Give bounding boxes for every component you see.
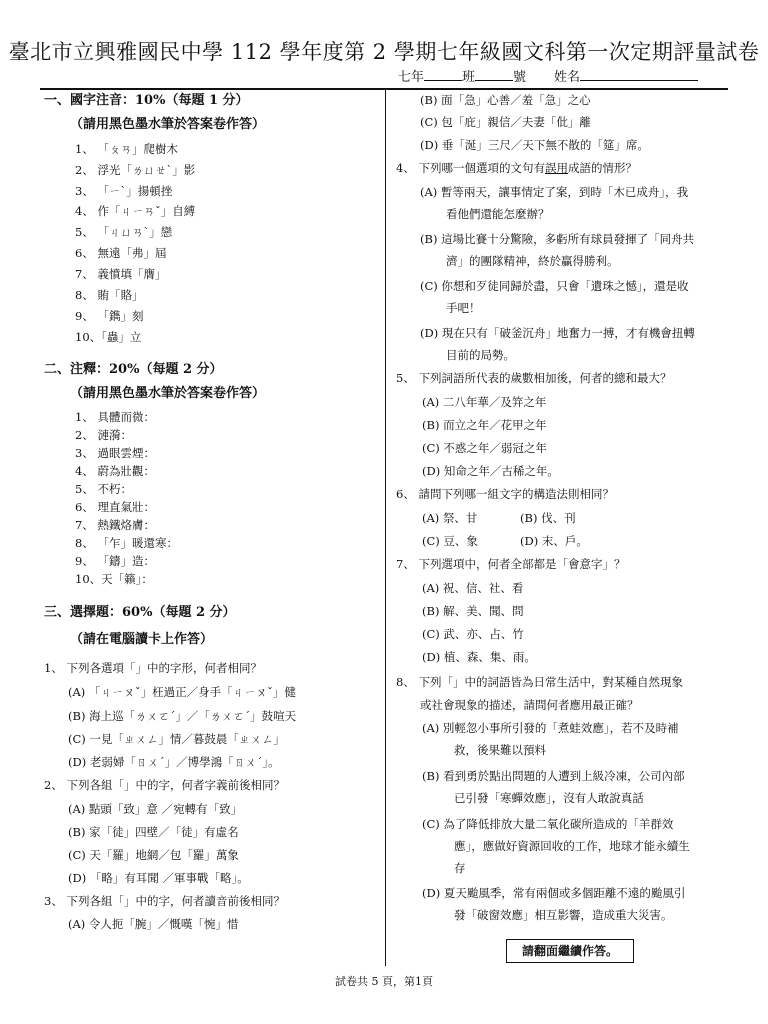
section3-heading: 三、選擇題：60%（每題 2 分） [44, 605, 236, 620]
name-label: 姓名 [554, 70, 581, 85]
option: (D) 垂「涎」三尺／天下無不散的「筵」席。 [420, 138, 649, 152]
option: (D) 夏天颱風季，常有兩個或多個距離不遠的颱風引 [422, 886, 686, 900]
question: 3、 下列各組「」中的字，何者讀音前後相同？ [44, 894, 285, 908]
option-cont: 救，後果難以預料 [454, 743, 546, 757]
grade-blank[interactable] [424, 69, 462, 81]
question: 2、 下列各組「」中的字，何者字義前後相同？ [44, 778, 285, 792]
question [396, 160, 637, 176]
question: 1、 下列各選項「」中的字形，何者相同？ [44, 661, 262, 675]
option: (B) 伐、刊 [520, 511, 576, 525]
option: (A) 祭、甘 [422, 511, 478, 525]
s1-item: 10、「蟲」立 [75, 330, 142, 344]
question: 6、 請問下列哪一組文字的構造法則相同？ [396, 487, 614, 501]
student-info-row [398, 66, 728, 85]
s1-item: 3、 「ㄧˋ」揚頓挫 [75, 184, 173, 198]
q4-lead: 4、 下列哪一個選項的文句有 [396, 161, 545, 175]
option: (C) 為了降低排放大量二氧化碳所造成的「羊群效 [422, 817, 674, 831]
option: (A) 祝、信、社、看 [422, 581, 524, 595]
option: (C) 你想和歹徒同歸於盡，只會「遺珠之憾」，還是收 [420, 279, 689, 293]
q4-underlined-text: 誤用 [544, 161, 568, 175]
turn-page-note: 請翻面繼續作答。 [506, 939, 634, 963]
s1-item: 2、 浮光「ㄌㄩㄝˋ」影 [75, 163, 196, 177]
option: (C) 天「羅」地網／包「羅」萬象 [68, 848, 239, 862]
s2-item: 8、 「乍」暖還寒： [75, 536, 178, 550]
option: (B) 而立之年／花甲之年 [422, 418, 547, 432]
question: 8、 下列「」中的詞語皆為日常生活中，對某種自然現象 [396, 675, 683, 689]
exam-title: 臺北市立興雅國民中學 112 學年度第 2 學期七年級國文科第一次定期評量試卷 [8, 40, 760, 64]
page-footer: 試卷共 5 頁，第1頁 [335, 975, 433, 988]
s1-item: 5、 「ㄐㄩㄢˋ」戀 [75, 225, 173, 239]
class-label: 班 [462, 70, 476, 85]
option-cont: 看他們還能怎麼辦？ [446, 207, 550, 221]
question: 5、 下列詞語所代表的歲數相加後，何者的總和最大？ [396, 371, 672, 385]
option: (D) 「略」有耳聞 ／軍事戰「略」。 [68, 871, 249, 885]
option: (A) 令人扼「腕」／慨嘆「惋」惜 [68, 917, 239, 931]
option-cont: 發「破窗效應」相互影響，造成重大災害。 [454, 908, 673, 922]
option: (B) 看到勇於點出問題的人遭到上級冷凍，公司內部 [422, 769, 685, 783]
s2-item: 10、天「籟」： [75, 572, 153, 586]
section2-heading: 二、注釋：20%（每題 2 分） [44, 362, 223, 377]
option: (B) 面「急」心善／羞「急」之心 [420, 93, 591, 107]
s2-item: 9、 「鑄」造： [75, 554, 155, 568]
option: (B) 解、美、聞、問 [422, 604, 524, 618]
option: (A) 二八年華／及笄之年 [422, 395, 547, 409]
s1-item: 8、 賄「賂」 [75, 288, 144, 302]
column-divider [385, 90, 386, 966]
s1-item: 7、 義憤填「膺」 [75, 267, 167, 281]
s2-item: 6、 理直氣壯： [75, 500, 155, 514]
s2-item: 7、 熱鐵烙膚： [75, 518, 155, 532]
option-cont: 目前的局勢。 [446, 348, 515, 362]
option: (C) 一見「ㄓㄨㄥ」情／暮鼓晨「ㄓㄨㄥ」 [68, 732, 285, 746]
option: (A) 別輕忽小事所引發的「煮蛙效應」，若不及時補 [422, 721, 679, 735]
option-cont: 濟」的團隊精神，終於贏得勝利。 [446, 254, 619, 268]
option: (D) 現在只有「破釜沉舟」地奮力一搏，才有機會扭轉 [420, 326, 695, 340]
option-cont: 手吧！ [446, 301, 481, 315]
option: (C) 包「庇」親信／夫妻「仳」離 [420, 115, 591, 129]
option: (D) 老弱婦「ㄖㄨˊ」／博學鴻「ㄖㄨˊ」。 [68, 755, 280, 769]
section3-note: （請在電腦讀卡上作答） [70, 632, 214, 647]
section2-note: （請用黑色墨水筆於答案卷作答） [70, 386, 266, 401]
option-cont: 存 [454, 861, 466, 875]
name-blank[interactable] [580, 69, 698, 81]
section1-note: （請用黑色墨水筆於答案卷作答） [70, 117, 266, 132]
question-cont: 或社會現象的描述，請問何者應用最正確？ [420, 698, 639, 712]
s1-item: 9、 「鐫」刻 [75, 309, 144, 323]
q4-tail: 成語的情形？ [567, 161, 637, 175]
option: (B) 家「徒」四壁／「徒」有虛名 [68, 825, 239, 839]
s1-item: 6、 無遠「弗」屆 [75, 246, 167, 260]
grade-label: 七年 [398, 70, 425, 85]
header-rule [40, 88, 728, 90]
option: (A) 「ㄐㄧㄡˇ」枉過正／身手「ㄐㄧㄡˇ」健 [68, 685, 296, 699]
s2-item: 2、 漣漪： [75, 428, 132, 442]
option: (C) 不惑之年／弱冠之年 [422, 441, 547, 455]
seat-label: 號 [513, 70, 527, 85]
option: (A) 點頭「致」意 ／宛轉有「致」 [68, 802, 243, 816]
option: (B) 這場比賽十分驚險，多虧所有球員發揮了「同舟共 [420, 232, 695, 246]
option: (D) 末、戶。 [520, 534, 588, 548]
question: 7、 下列選項中，何者全部都是「會意字」？ [396, 557, 626, 571]
s2-item: 1、 具體而微： [75, 410, 155, 424]
option: (B) 海上巡「ㄌㄨㄛˊ」／「ㄌㄨㄛˊ」鼓喧天 [68, 709, 297, 723]
option: (D) 知命之年／古稀之年。 [422, 464, 559, 478]
s2-item: 5、 不朽： [75, 482, 132, 496]
option: (A) 暫等兩天，讓事情定了案，到時「木已成舟」，我 [420, 185, 689, 199]
class-blank[interactable] [475, 69, 513, 81]
section1-heading: 一、國字注音：10%（每題 1 分） [44, 93, 249, 108]
s2-item: 3、 過眼雲煙： [75, 446, 155, 460]
option-cont: 應」，應做好資源回收的工作，地球才能永續生 [454, 839, 690, 853]
option: (C) 豆、象 [422, 534, 478, 548]
option: (D) 植、森、集、雨。 [422, 650, 536, 664]
option: (C) 武、亦、占、竹 [422, 627, 524, 641]
s1-item: 4、 作「ㄐㄧㄢˇ」自縛 [75, 204, 196, 218]
s1-item: 1、 「ㄆㄢ」爬樹木 [75, 142, 178, 156]
option-cont: 已引發「寒蟬效應」，沒有人敢說真話 [454, 791, 644, 805]
s2-item: 4、 蔚為壯觀： [75, 464, 155, 478]
